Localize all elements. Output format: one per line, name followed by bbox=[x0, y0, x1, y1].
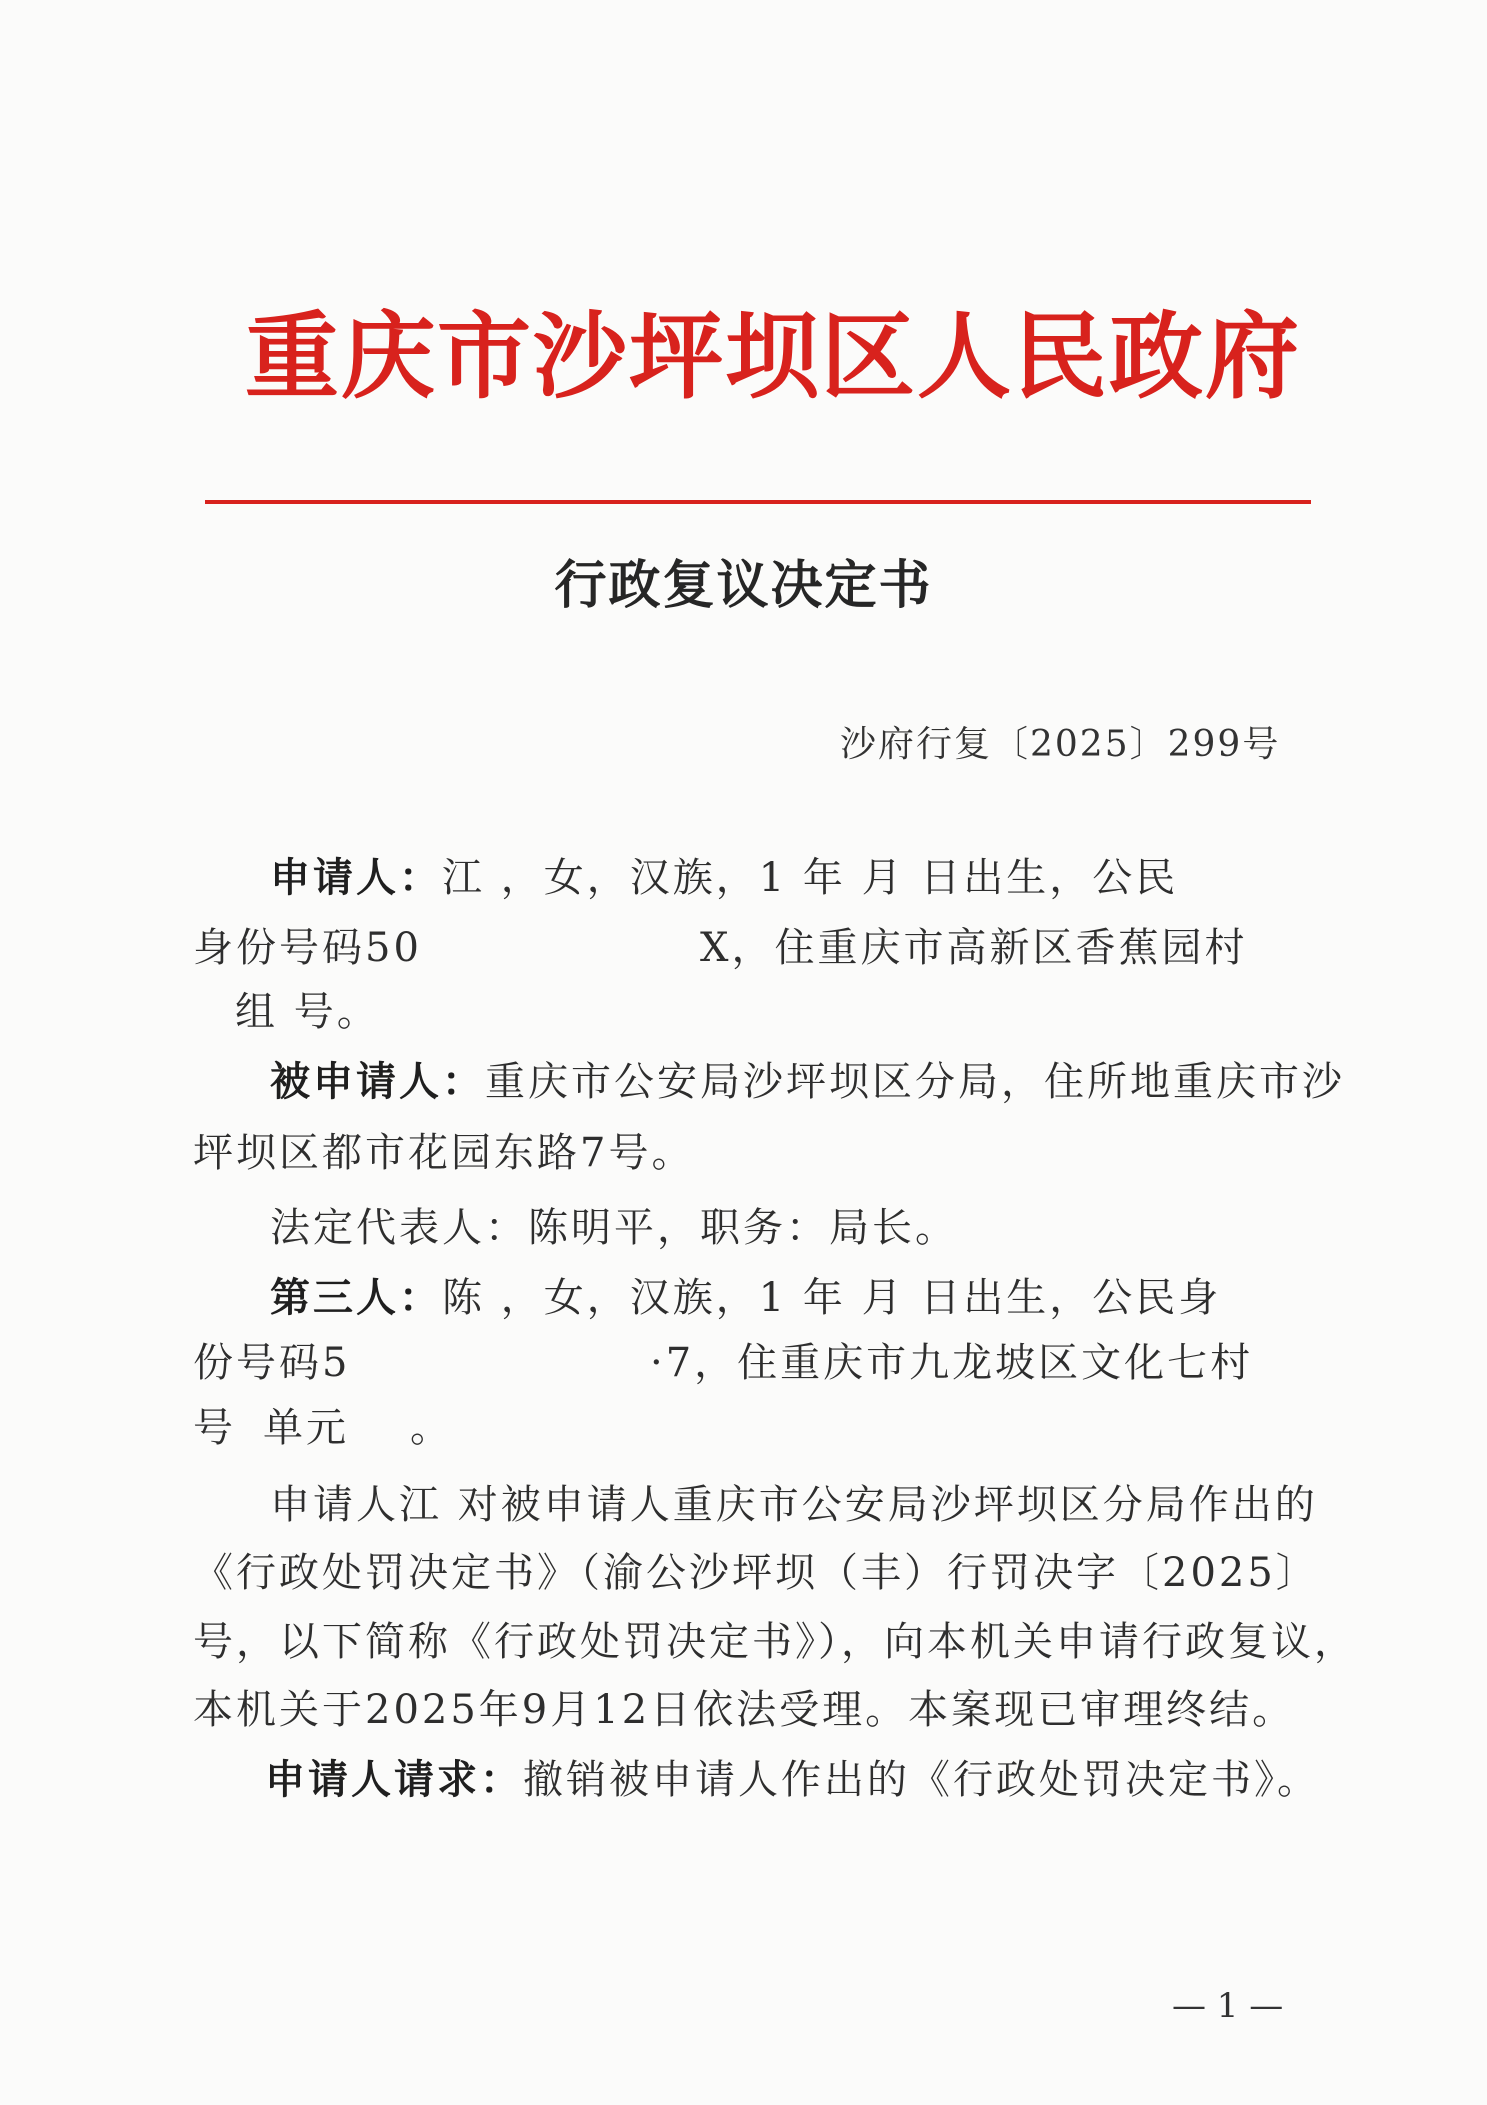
case-intro-line-4: 本机关于2025年9月12日依法受理。本案现已审理终结。 bbox=[193, 1687, 1296, 1733]
applicant-line-2a: 身份号码50 bbox=[193, 925, 422, 971]
respondent-legal-rep: 法定代表人：陈明平，职务：局长。 bbox=[270, 1205, 958, 1251]
case-intro-line-2: 《行政处罚决定书》（渝公沙坪坝（丰）行罚决字〔2025〕 bbox=[193, 1550, 1319, 1596]
third-party-line-3c: 。 bbox=[410, 1405, 453, 1451]
respondent-text-1: 重庆市公安局沙坪坝区分局，住所地重庆市沙 bbox=[485, 1059, 1345, 1105]
applicant-line-3: 组 号。 bbox=[235, 989, 380, 1035]
third-party-line-1 bbox=[270, 1274, 1222, 1321]
document-title: 行政复议决定书 bbox=[554, 555, 933, 616]
case-intro-line-1: 申请人江 对被申请人重庆市公安局沙坪坝区分局作出的 bbox=[270, 1482, 1318, 1528]
request-line bbox=[265, 1756, 1320, 1803]
red-divider bbox=[205, 500, 1311, 504]
applicant-label: 申请人： bbox=[270, 854, 442, 901]
respondent-line-1 bbox=[270, 1058, 1345, 1105]
request-text: 撤销被申请人作出的《行政处罚决定书》。 bbox=[523, 1757, 1320, 1803]
applicant-text-1: 江 ，女，汉族，1 年 月 日出生，公民 bbox=[442, 855, 1179, 901]
third-party-line-3b: 单元 bbox=[263, 1405, 349, 1451]
third-party-line-3a: 号 bbox=[193, 1405, 236, 1451]
issuer-header: 重庆市沙坪坝区人民政府 bbox=[245, 302, 1302, 412]
page-number: — 1 — bbox=[1172, 1986, 1284, 2026]
respondent-label: 被申请人： bbox=[270, 1058, 485, 1105]
applicant-line-2b: X，住重庆市高新区香蕉园村 bbox=[700, 925, 1248, 971]
third-party-line-2a: 份号码5 bbox=[193, 1340, 351, 1386]
third-party-text-1: 陈 ，女，汉族，1 年 月 日出生，公民身 bbox=[442, 1275, 1222, 1321]
applicant-line-1 bbox=[270, 854, 1179, 901]
third-party-label: 第三人： bbox=[270, 1274, 442, 1321]
request-label: 申请人请求： bbox=[265, 1756, 523, 1803]
case-intro-line-3: 号，以下简称《行政处罚决定书》），向本机关申请行政复议， bbox=[193, 1619, 1357, 1665]
document-number: 沙府行复〔2025〕299号 bbox=[840, 724, 1281, 765]
third-party-line-2b: ·7，住重庆市九龙坡区文化七村 bbox=[650, 1340, 1254, 1386]
respondent-line-2: 坪坝区都市花园东路7号。 bbox=[193, 1130, 695, 1176]
